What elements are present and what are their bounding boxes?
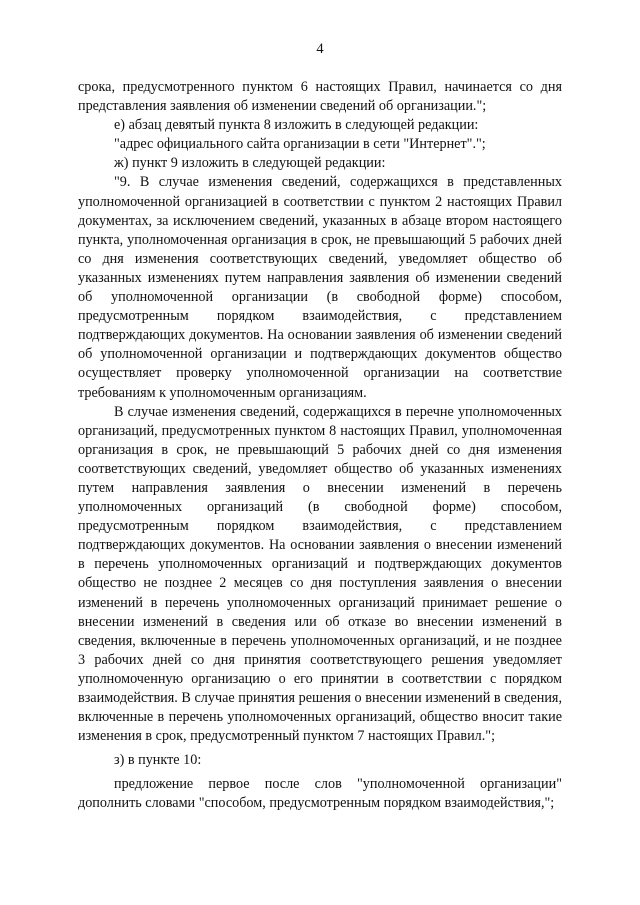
paragraph-point-9: "9. В случае изменения сведений, содержащихся в представленных уполномоченной организацией в соответствии с пунктом 2 настоящих Правил документах, за исключением сведений, указанных в абзаце втором настоящего пункта, уполномоченная организация в срок, не превышающий 5 рабочих дней со дня изменения соответствующих сведений, уведомляет общество об указанных изменениях путем направления заявления об изменении сведений об уполномоченной организации (в свободной форме) способом, предусмотренным порядком взаимодействия, с представлением подтверждающих документов. На основании заявления об изменении сведений об уполномоченной организации и подтверждающих документов общество осуществляет проверку уполномоченной организации на соответствие требованиям к уполномоченным организациям. bbox=[78, 174, 562, 401]
paragraph-sentence-first: предложение первое после слов "уполномоченной организации" дополнить словами "способом, предусмотренным порядком взаимодействия,"; bbox=[78, 776, 562, 812]
paragraph-continuation: срока, предусмотренного пунктом 6 настоящих Правил, начинается со дня представления заявления об изменении сведений об организации."; bbox=[78, 79, 562, 115]
paragraph-item-zh: ж) пункт 9 изложить в следующей редакции: bbox=[114, 155, 386, 172]
paragraph-website-address: "адрес официального сайта организации в сети "Интернет"."; bbox=[114, 136, 486, 153]
paragraph-item-e: е) абзац девятый пункта 8 изложить в следующей редакции: bbox=[114, 117, 479, 134]
document-body bbox=[78, 78, 562, 814]
page-number: 4 bbox=[316, 41, 324, 57]
paragraph-item-z: з) в пункте 10: bbox=[114, 752, 202, 769]
paragraph-list-changes: В случае изменения сведений, содержащихся в перечне уполномоченных организаций, предусмотренных пунктом 8 настоящих Правил, уполномоченная организация в срок, не превышающий 5 рабочих дней со дня изменения соответствующих сведений, уведомляет общество об указанных изменениях путем направления заявления о внесении изменений в перечень уполномоченных организаций (в свободной форме) способом, предусмотренным порядком взаимодействия, с представлением подтверждающих документов. На основании заявления о внесении изменений в перечень уполномоченных организаций и подтверждающих документов общество не позднее 2 месяцев со дня поступления заявления о внесении изменений в перечень уполномоченных организаций принимает решение о внесении изменений в сведения или об отказе во внесении изменений в сведения, включенные в перечень уполномоченных организаций, и не позднее 3 рабочих дней со дня принятия соответствующего решения уведомляет уполномоченную организацию о его принятии в соответствии с порядком взаимодействия. В случае принятия решения о внесении изменений в сведения, включенные в перечень уполномоченных организаций, общество вносит такие изменения в срок, предусмотренный пунктом 7 настоящих Правил."; bbox=[78, 403, 562, 745]
